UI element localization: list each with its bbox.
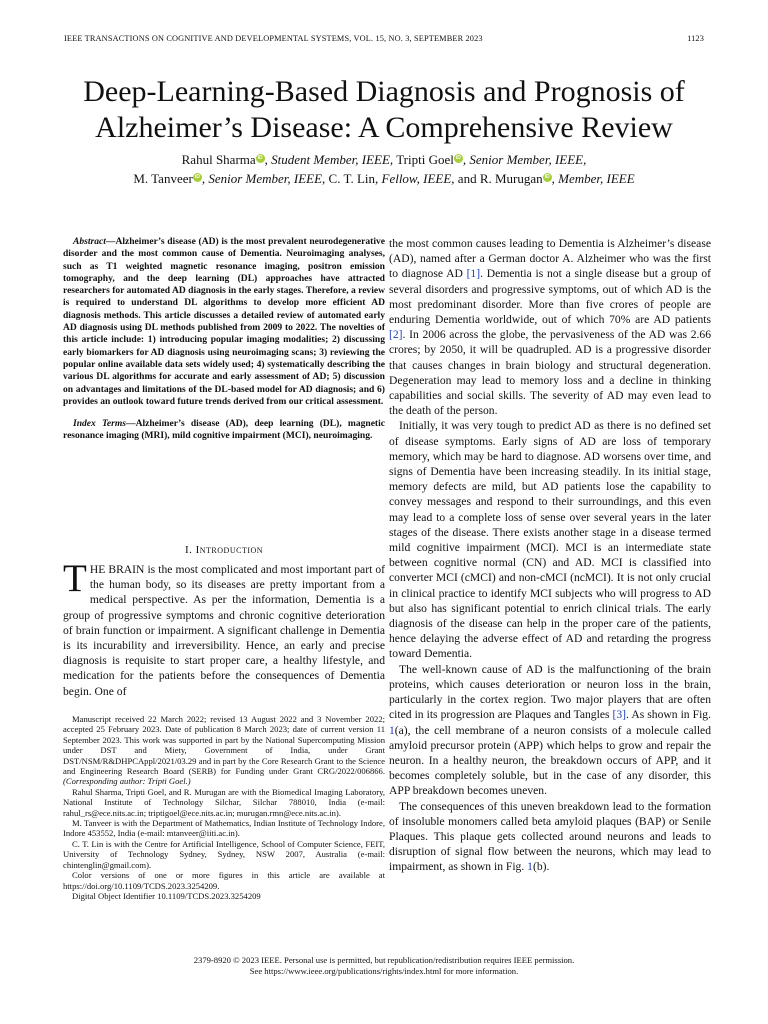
footnote-affiliation-2: M. Tanveer is with the Department of Mathematics, Indian Institute of Technology Indore, Indore 453552, India (e-mail: mtanveer@iiti.ac.in). xyxy=(63,818,385,839)
author-role: , Senior Member, IEEE, xyxy=(201,171,326,186)
corresponding-author: (Corresponding author: Tripti Goel.) xyxy=(63,776,191,787)
section-number: I. xyxy=(184,544,196,556)
abstract xyxy=(63,236,385,408)
section-title: Introduction xyxy=(195,544,264,556)
footnote-affiliation-1: Rahul Sharma, Tripti Goel, and R. Murugan are with the Biomedical Imaging Laboratory, National Institute of Technology Silchar, Silchar 788010, India (e-mail: rahul_rs@ece.nits.ac.in; triptigoel@ece.nits.ac.in; murugan.rmn@ece.nits.ac.in). xyxy=(63,786,385,818)
author-name: M. Tanveer xyxy=(133,171,193,186)
author-name: and R. Murugan xyxy=(454,171,543,186)
orcid-icon[interactable]: iD xyxy=(257,154,263,161)
footnote-color: Color versions of one or more figures in this article are available at https://doi.org/10.1109/TCDS.2023.3254209. xyxy=(63,870,385,891)
author-role: , Senior Member, IEEE, xyxy=(462,152,587,167)
section-heading xyxy=(63,544,385,556)
abstract-label: Abstract xyxy=(73,236,106,247)
author-name: Tripti Goel xyxy=(393,152,454,167)
intro-paragraph xyxy=(63,557,385,699)
intro-caps: HE BRAIN xyxy=(89,563,145,576)
index-terms-label: Index Terms xyxy=(73,418,127,430)
author-line-1 xyxy=(40,150,728,169)
paper-title xyxy=(40,74,728,146)
citation-link[interactable]: [1] xyxy=(466,267,481,281)
running-header xyxy=(64,34,704,43)
index-terms xyxy=(63,418,385,443)
copyright-line-2: See https://www.ieee.org/publications/rights/index.html for more information. xyxy=(249,966,519,976)
author-list xyxy=(40,150,728,188)
body-paragraph-4: The consequences of this uneven breakdown lead to the formation of insoluble monomers called beta amyloid plaques (BAP) or Senile Plaques. This plaque gets collected around neurons and leads to disruption of signal flow between the neurons, which may lead to impairment, as shown in Fig. 1(b). xyxy=(389,799,711,874)
index-terms-text: —Alzheimer’s disease (AD), deep learning (DL), magnetic resonance imaging (MRI), mild cognitive impairment (MCI), neuroimaging. xyxy=(63,418,386,442)
copyright-notice xyxy=(64,955,704,977)
title-line-1: Deep-Learning-Based Diagnosis and Prognosis of xyxy=(83,75,685,108)
orcid-icon[interactable]: iD xyxy=(455,154,461,161)
footnote-affiliation-3: C. T. Lin is with the Centre for Artificial Intelligence, School of Computer Science, FEIT, University of Technology Sydney, Sydney, NSW 2007, Australia (e-mail: chintenglin@gmail.com). xyxy=(63,838,385,870)
orcid-icon[interactable]: iD xyxy=(544,173,550,180)
abstract-text: —Alzheimer’s disease (AD) is the most prevalent neurodegenerative disorder and the most common cause of Dementia. Neuroimaging analyses, such as T1 weighted magnetic resonance imaging, positron emission tomography, and the deep learning (DL) approaches have attracted researchers for automated AD diagnosis in the early stages. Therefore, a review is required to understand DL algorithms to develop more efficient AD diagnosis methods. This article discusses a detailed review of automated early AD diagnosis using DL methods published from 2009 to 2022. The novelties of this article include: 1) introducing popular imaging modalities; 2) discussing early biomarkers for AD diagnosis using neuroimaging scans; 3) reviewing the popular online available data sets widely used; 4) systematically describing the various DL algorithms for accurate and early assessment of AD; 5) discussion on advantages and limitations of the DL-based model for AD diagnosis; and 6) provides an outlook toward future trends derived from our critical assessment. xyxy=(63,236,385,407)
footnote-manuscript: Manuscript received 22 March 2022; revised 13 August 2022 and 3 November 2022; accepted 25 February 2023. Date of publication 8 March 2023; date of current version 11 September 2023. This work was supported in part by the National Supercomputing Mission under DST and Miety, Government of India, under Grant DST/NSM/R&DHPCAppl/2021/03.29 and in part by the Core Research Grant to the Science and Engineering Research Board (SERB) for Funding under Grant CRG/2022/006866. (Corresponding author: Tripti Goel.) xyxy=(63,714,385,787)
citation-link[interactable]: [3] xyxy=(612,708,627,722)
orcid-icon[interactable]: iD xyxy=(194,173,200,180)
author-role: , Student Member, IEEE, xyxy=(264,152,394,167)
footnotes xyxy=(63,714,385,901)
author-name: Rahul Sharma xyxy=(181,152,256,167)
footnote-doi: Digital Object Identifier 10.1109/TCDS.2023.3254209 xyxy=(72,890,261,901)
author-line-2 xyxy=(40,169,728,188)
left-column-top xyxy=(63,236,385,443)
body-paragraph-3: The well-known cause of AD is the malfunctioning of the brain proteins, which causes deterioration or neuron loss in the brain, particularly in the cortex region. Two major players that are often cited in its progression are Plaques and Tangles [3]. As shown in Fig. 1(a), the cell membrane of a neuron consists of a molecule called amyloid precursor protein (APP) which helps to grow and repair the neuron. In a healthy neuron, the breakdown occurs of APP, and it becomes completely soluble, but in the case of any disorder, this APP breakdown becomes uneven. xyxy=(389,662,711,798)
intro-text: is the most complicated and most important part of the human body, so its diseases are pretty important from a medical perspective. As per the information, Dementia is a group of progressive symptoms and chronic cognitive deterioration of brain function or impairment. A significant challenge in Dementia is its incurability and irreversibility. Hence, an early and precise diagnosis is requisite to start proper care, a healthy lifestyle, and medication for the patients before the consequences of Dementia begin. One of xyxy=(63,563,385,698)
body-paragraph-2: Initially, it was very tough to predict AD as there is no defined set of disease symptoms. Early signs of AD are loss of temporary memory, which may be hard to diagnose. AD worsens over time, and signs of Dementia have been increasing steadily. In its initial stage, memory defects are mild, but AD patients lose the capability to convey messages and respond to their surroundings, and this even may lead to a complete loss of sense over several years in the later stages of the disease. There exists another stage in a disease termed mild cognitive impairment (MCI). MCI is an intermediate state between cognitive normal (CN) and AD. MCI is classified into converter MCI (cMCI) and non-cMCI (ncMCI). It is not only crucial in clinical practice to identify MCI subjects who will progress to AD but also has significant potential to enrich clinical trials. The early diagnosis of the disease can help in the proper care of the patients, hence delaying the adverse effect of AD and retarding the progress toward Dementia. xyxy=(389,419,711,661)
author-role: Fellow, IEEE, xyxy=(381,171,455,186)
drop-cap: T xyxy=(63,557,87,600)
figure-link[interactable]: 1 xyxy=(527,860,533,874)
author-name: C. T. Lin, xyxy=(325,171,382,186)
page-number: 1123 xyxy=(687,34,704,43)
figure-link[interactable]: 1 xyxy=(389,723,395,737)
right-column xyxy=(389,236,711,875)
journal-name: IEEE TRANSACTIONS ON COGNITIVE AND DEVELOPMENTAL SYSTEMS, VOL. 15, NO. 3, SEPTEMBER 2023 xyxy=(64,34,483,43)
author-role: , Member, IEEE xyxy=(551,171,635,186)
body-paragraph-1: the most common causes leading to Dementia is Alzheimer’s disease (AD), named after a German doctor A. Alzheimer who was the first to diagnose AD [1]. Dementia is not a single disease but a group of several disorders and progressive symptoms, out of which AD is the most predominant disorder. More than five crores of people are enduring Dementia worldwide, out of which 70% are AD patients [2]. In 2006 across the globe, the pervasiveness of the AD was 2.66 crores; by 2050, it will be quadrupled. AD is a progressive disorder that causes changes in brain biology and structural degeneration. Degeneration may lead to memory loss and a decline in thinking capabilities and social skills. The severity of AD may even lead to the death of the person. xyxy=(389,237,712,418)
title-line-2: Alzheimer’s Disease: A Comprehensive Review xyxy=(95,111,673,144)
citation-link[interactable]: [2] xyxy=(389,328,403,342)
copyright-line-1: 2379-8920 © 2023 IEEE. Personal use is permitted, but republication/redistribution requires IEEE permission. xyxy=(193,955,575,965)
